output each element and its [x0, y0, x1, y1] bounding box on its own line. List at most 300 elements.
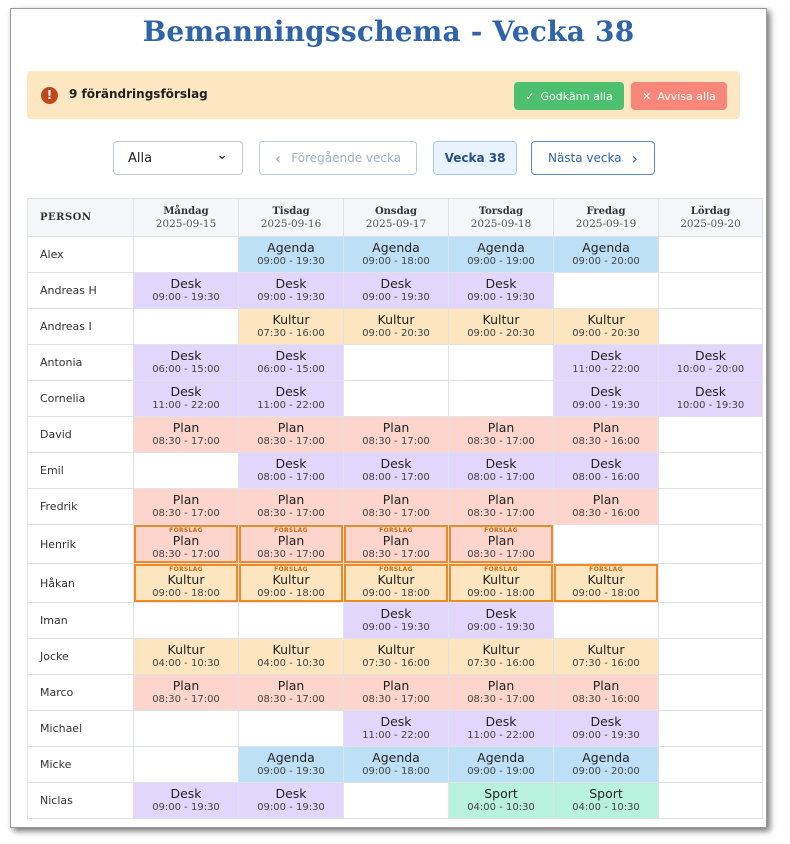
shift[interactable]: [554, 345, 658, 380]
day-name: Tisdag: [272, 205, 310, 217]
schedule-cell[interactable]: [134, 675, 239, 711]
shift-time: 09:00 - 19:30: [467, 292, 535, 303]
shift-label: Plan: [172, 420, 200, 435]
schedule-cell[interactable]: [449, 309, 554, 345]
shift[interactable]: [239, 675, 343, 710]
shift[interactable]: [134, 675, 238, 710]
shift[interactable]: [134, 417, 238, 452]
schedule-table: [27, 198, 763, 819]
empty-slot[interactable]: [134, 309, 238, 344]
schedule-cell[interactable]: [659, 489, 763, 525]
schedule-cell[interactable]: [239, 639, 344, 675]
schedule-cell[interactable]: [344, 564, 449, 603]
schedule-cell[interactable]: [554, 309, 659, 345]
table-row: [28, 381, 763, 417]
shift-time: 08:30 - 17:00: [257, 694, 325, 705]
schedule-cell[interactable]: [239, 417, 344, 453]
empty-slot[interactable]: [659, 309, 762, 344]
shift[interactable]: [554, 711, 658, 746]
shift[interactable]: [554, 417, 658, 452]
shift[interactable]: [554, 489, 658, 524]
empty-slot[interactable]: [134, 747, 238, 782]
shift-time: 08:30 - 16:00: [572, 508, 640, 519]
schedule-cell[interactable]: [344, 237, 449, 273]
schedule-cell[interactable]: [554, 603, 659, 639]
person-name: Antonia: [28, 345, 134, 381]
shift[interactable]: [449, 747, 553, 782]
warning-icon: !: [41, 87, 58, 104]
shift-label: Sport: [484, 786, 518, 801]
shift[interactable]: [344, 237, 448, 272]
schedule-cell[interactable]: [344, 783, 449, 819]
schedule-cell[interactable]: [659, 675, 763, 711]
empty-slot[interactable]: [344, 381, 448, 416]
table-header-row: [28, 199, 763, 237]
shift-time: 08:30 - 17:00: [467, 694, 535, 705]
schedule-cell[interactable]: [239, 453, 344, 489]
shift[interactable]: [239, 273, 343, 308]
schedule-cell[interactable]: [659, 453, 763, 489]
shift[interactable]: [554, 453, 658, 488]
schedule-cell[interactable]: [659, 603, 763, 639]
shift[interactable]: [344, 489, 448, 524]
shift[interactable]: [449, 453, 553, 488]
shift-label: Plan: [277, 533, 305, 548]
schedule-cell[interactable]: [239, 309, 344, 345]
shift-time: 09:00 - 18:00: [152, 588, 220, 599]
empty-slot[interactable]: [449, 345, 553, 380]
schedule-cell[interactable]: [659, 639, 763, 675]
schedule-cell[interactable]: [659, 783, 763, 819]
shift-time: 04:00 - 10:30: [572, 802, 640, 813]
shift-time: 09:00 - 18:00: [362, 256, 430, 267]
shift-label: Plan: [382, 678, 410, 693]
schedule-cell[interactable]: [239, 489, 344, 525]
schedule-cell[interactable]: [554, 675, 659, 711]
shift[interactable]: [554, 783, 658, 818]
proposed-shift[interactable]: [239, 564, 343, 602]
shift[interactable]: [449, 711, 553, 746]
schedule-cell[interactable]: [659, 711, 763, 747]
schedule-cell[interactable]: [449, 525, 554, 564]
shift-time: 09:00 - 19:30: [152, 802, 220, 813]
day-date: 2025-09-15: [155, 217, 217, 230]
approve-all-button[interactable]: [514, 82, 624, 110]
shift-label: Kultur: [377, 642, 415, 657]
filter-select[interactable]: [113, 141, 243, 175]
schedule-cell[interactable]: [449, 345, 554, 381]
shift-time: 09:00 - 19:30: [257, 802, 325, 813]
shift-label: Plan: [382, 533, 410, 548]
person-name: Iman: [28, 603, 134, 639]
day-column-header: [344, 199, 449, 237]
shift-time: 08:30 - 16:00: [572, 694, 640, 705]
table-row: [28, 345, 763, 381]
shift[interactable]: [134, 489, 238, 524]
proposed-shift[interactable]: [449, 525, 553, 563]
shift-time: 08:30 - 17:00: [152, 694, 220, 705]
shift[interactable]: [134, 381, 238, 416]
shift[interactable]: [344, 711, 448, 746]
empty-slot[interactable]: [239, 603, 343, 638]
table-row: [28, 237, 763, 273]
empty-slot[interactable]: [239, 711, 343, 746]
shift[interactable]: [449, 639, 553, 674]
schedule-cell[interactable]: [134, 711, 239, 747]
shift[interactable]: [449, 273, 553, 308]
shift[interactable]: [449, 783, 553, 818]
schedule-cell[interactable]: [449, 237, 554, 273]
shift-label: Kultur: [377, 312, 415, 327]
shift[interactable]: [239, 309, 343, 344]
schedule-cell[interactable]: [344, 525, 449, 564]
shift-label: Desk: [590, 384, 622, 399]
shift-label: Plan: [487, 678, 515, 693]
shift-time: 10:00 - 20:00: [676, 364, 745, 375]
empty-slot[interactable]: [659, 783, 762, 818]
shift[interactable]: [344, 309, 448, 344]
shift-label: Desk: [590, 456, 622, 471]
schedule-cell[interactable]: [449, 273, 554, 309]
empty-slot[interactable]: [554, 273, 658, 308]
schedule-cell[interactable]: [554, 345, 659, 381]
empty-slot[interactable]: [449, 381, 553, 416]
shift[interactable]: [344, 639, 448, 674]
schedule-cell[interactable]: [239, 711, 344, 747]
shift-label: Agenda: [372, 240, 420, 255]
shift-time: 09:00 - 20:00: [572, 766, 640, 777]
shift[interactable]: [449, 675, 553, 710]
shift[interactable]: [659, 381, 762, 416]
shift[interactable]: [344, 453, 448, 488]
schedule-cell[interactable]: [134, 525, 239, 564]
schedule-cell[interactable]: [134, 783, 239, 819]
day-column-header: [554, 199, 659, 237]
shift[interactable]: [239, 639, 343, 674]
shift-label: Agenda: [582, 750, 630, 765]
shift[interactable]: [344, 417, 448, 452]
proposal-tag: FÖRSLAG: [379, 566, 413, 573]
schedule-cell[interactable]: [239, 564, 344, 603]
schedule-cell[interactable]: [554, 453, 659, 489]
shift-time: 04:00 - 10:30: [152, 658, 220, 669]
schedule-cell[interactable]: [134, 603, 239, 639]
shift[interactable]: [134, 273, 238, 308]
schedule-cell[interactable]: [554, 747, 659, 783]
proposal-tag: FÖRSLAG: [169, 527, 203, 534]
shift[interactable]: [554, 675, 658, 710]
schedule-cell[interactable]: [554, 783, 659, 819]
schedule-cell[interactable]: [344, 639, 449, 675]
shift-time: 08:00 - 17:00: [362, 472, 430, 483]
day-name: Torsdag: [478, 205, 524, 217]
person-name: Jocke: [28, 639, 134, 675]
day-name: Måndag: [163, 205, 209, 217]
shift-label: Desk: [590, 714, 622, 729]
schedule-cell[interactable]: [134, 237, 239, 273]
table-row: [28, 453, 763, 489]
empty-slot[interactable]: [659, 603, 762, 638]
schedule-cell[interactable]: [554, 417, 659, 453]
schedule-cell[interactable]: [239, 603, 344, 639]
shift[interactable]: [449, 417, 553, 452]
schedule-cell[interactable]: [344, 309, 449, 345]
check-icon: ✓: [525, 89, 535, 103]
shift[interactable]: [554, 639, 658, 674]
schedule-cell[interactable]: [344, 381, 449, 417]
schedule-cell[interactable]: [449, 711, 554, 747]
approve-all-label: Godkänn alla: [540, 89, 613, 103]
shift[interactable]: [449, 603, 553, 638]
shift-label: Sport: [589, 786, 623, 801]
schedule-cell[interactable]: [659, 564, 763, 603]
shift-time: 08:30 - 17:00: [152, 436, 220, 447]
shift-time: 08:30 - 17:00: [257, 436, 325, 447]
empty-slot[interactable]: [344, 345, 448, 380]
shift[interactable]: [344, 675, 448, 710]
proposed-shift[interactable]: [554, 564, 658, 602]
shift[interactable]: [449, 309, 553, 344]
shift-label: Desk: [275, 384, 307, 399]
shift[interactable]: [239, 489, 343, 524]
schedule-cell[interactable]: [239, 783, 344, 819]
empty-slot[interactable]: [659, 564, 762, 602]
schedule-cell[interactable]: [449, 783, 554, 819]
shift-label: Desk: [485, 606, 517, 621]
shift[interactable]: [134, 783, 238, 818]
shift-label: Agenda: [582, 240, 630, 255]
empty-slot[interactable]: [134, 603, 238, 638]
schedule-cell[interactable]: [134, 453, 239, 489]
shift-time: 09:00 - 20:00: [572, 256, 640, 267]
schedule-cell[interactable]: [134, 273, 239, 309]
shift[interactable]: [239, 417, 343, 452]
schedule-cell[interactable]: [659, 273, 763, 309]
table-row: [28, 675, 763, 711]
schedule-cell[interactable]: [449, 381, 554, 417]
schedule-cell[interactable]: [449, 489, 554, 525]
shift[interactable]: [134, 345, 238, 380]
shift[interactable]: [554, 309, 658, 344]
schedule-cell[interactable]: [659, 309, 763, 345]
empty-slot[interactable]: [659, 525, 762, 563]
schedule-cell[interactable]: [134, 381, 239, 417]
shift-label: Desk: [380, 606, 412, 621]
shift[interactable]: [134, 639, 238, 674]
shift-time: 09:00 - 20:30: [467, 328, 535, 339]
shift[interactable]: [239, 453, 343, 488]
shift-time: 11:00 - 22:00: [152, 400, 220, 411]
shift-time: 07:30 - 16:00: [572, 658, 640, 669]
schedule-cell[interactable]: [554, 639, 659, 675]
schedule-cell[interactable]: [344, 489, 449, 525]
shift-label: Plan: [487, 533, 515, 548]
shift-time: 07:30 - 16:00: [467, 658, 535, 669]
person-column-header: PERSON: [28, 199, 134, 237]
shift-time: 09:00 - 19:30: [467, 622, 535, 633]
schedule-cell[interactable]: [239, 525, 344, 564]
proposed-shift[interactable]: [449, 564, 553, 602]
shift[interactable]: [449, 237, 553, 272]
empty-slot[interactable]: [659, 711, 762, 746]
schedule-cell[interactable]: [449, 453, 554, 489]
schedule-cell[interactable]: [554, 564, 659, 603]
schedule-cell[interactable]: [239, 747, 344, 783]
schedule-cell[interactable]: [134, 489, 239, 525]
schedule-cell[interactable]: [134, 309, 239, 345]
reject-all-button[interactable]: [631, 82, 727, 110]
shift-label: Plan: [382, 492, 410, 507]
shift-time: 08:30 - 17:00: [362, 436, 430, 447]
day-column-header: [239, 199, 344, 237]
schedule-cell[interactable]: [554, 273, 659, 309]
shift-time: 09:00 - 19:30: [257, 292, 325, 303]
shift[interactable]: [239, 381, 343, 416]
schedule-cell[interactable]: [134, 747, 239, 783]
empty-slot[interactable]: [659, 237, 762, 272]
schedule-cell[interactable]: [239, 675, 344, 711]
day-column-header: [134, 199, 239, 237]
empty-slot[interactable]: [134, 711, 238, 746]
shift[interactable]: [239, 345, 343, 380]
current-week-badge: Vecka 38: [433, 141, 517, 175]
schedule-cell[interactable]: [239, 237, 344, 273]
shift[interactable]: [449, 489, 553, 524]
shift-time: 10:00 - 19:30: [676, 400, 745, 411]
shift[interactable]: [239, 747, 343, 782]
shift-time: 08:00 - 17:00: [467, 472, 535, 483]
shift-time: 08:30 - 17:00: [152, 549, 220, 560]
schedule-cell[interactable]: [239, 345, 344, 381]
shift-label: Desk: [275, 348, 307, 363]
day-column-header: [449, 199, 554, 237]
shift-label: Agenda: [477, 240, 525, 255]
empty-slot[interactable]: [134, 237, 238, 272]
shift-time: 11:00 - 22:00: [572, 364, 640, 375]
shift[interactable]: [344, 747, 448, 782]
shift-time: 11:00 - 22:00: [257, 400, 325, 411]
previous-week-label: Föregående vecka: [291, 151, 402, 165]
schedule-cell[interactable]: [344, 675, 449, 711]
proposed-shift[interactable]: [134, 564, 238, 602]
proposed-shift[interactable]: [239, 525, 343, 563]
schedule-cell[interactable]: [239, 381, 344, 417]
shift-time: 08:30 - 17:00: [362, 508, 430, 519]
schedule-cell[interactable]: [344, 603, 449, 639]
schedule-cell[interactable]: [344, 273, 449, 309]
schedule-cell[interactable]: [134, 345, 239, 381]
schedule-cell[interactable]: [554, 489, 659, 525]
empty-slot[interactable]: [659, 453, 762, 488]
shift-time: 09:00 - 20:30: [572, 328, 640, 339]
schedule-cell[interactable]: [344, 345, 449, 381]
proposed-shift[interactable]: [344, 525, 448, 563]
schedule-cell[interactable]: [344, 417, 449, 453]
empty-slot[interactable]: [134, 453, 238, 488]
shift[interactable]: [554, 381, 658, 416]
app-window: [10, 8, 767, 828]
shift-label: Kultur: [272, 572, 310, 587]
schedule-cell[interactable]: [449, 747, 554, 783]
shift[interactable]: [239, 237, 343, 272]
empty-slot[interactable]: [344, 783, 448, 818]
schedule-cell[interactable]: [449, 417, 554, 453]
empty-slot[interactable]: [554, 603, 658, 638]
shift[interactable]: [239, 783, 343, 818]
shift[interactable]: [344, 603, 448, 638]
schedule-cell[interactable]: [239, 273, 344, 309]
schedule-cell[interactable]: [134, 564, 239, 603]
day-date: 2025-09-19: [575, 217, 637, 230]
empty-slot[interactable]: [659, 489, 762, 524]
schedule-cell[interactable]: [659, 345, 763, 381]
shift-label: Kultur: [272, 642, 310, 657]
schedule-cell[interactable]: [554, 381, 659, 417]
schedule-cell[interactable]: [554, 237, 659, 273]
schedule-cell[interactable]: [659, 747, 763, 783]
empty-slot[interactable]: [659, 747, 762, 782]
schedule-cell[interactable]: [449, 603, 554, 639]
shift[interactable]: [554, 747, 658, 782]
proposed-shift[interactable]: [344, 564, 448, 602]
shift-label: Plan: [172, 533, 200, 548]
day-date: 2025-09-20: [680, 217, 741, 230]
person-name: Niclas: [28, 783, 134, 819]
proposed-shift[interactable]: [134, 525, 238, 563]
schedule-cell[interactable]: [134, 417, 239, 453]
schedule-cell[interactable]: [554, 525, 659, 564]
shift[interactable]: [659, 345, 762, 380]
shift-time: 09:00 - 19:00: [467, 256, 535, 267]
empty-slot[interactable]: [659, 273, 762, 308]
shift-label: Kultur: [482, 572, 520, 587]
schedule-cell[interactable]: [344, 747, 449, 783]
shift-time: 08:00 - 16:00: [572, 472, 640, 483]
schedule-cell[interactable]: [344, 711, 449, 747]
chevron-left-icon: ‹: [274, 148, 282, 168]
schedule-cell[interactable]: [449, 675, 554, 711]
empty-slot[interactable]: [659, 417, 762, 452]
shift-time: 08:30 - 17:00: [152, 508, 220, 519]
shift[interactable]: [344, 273, 448, 308]
shift[interactable]: [554, 237, 658, 272]
next-week-button[interactable]: [531, 141, 655, 175]
schedule-cell[interactable]: [659, 237, 763, 273]
schedule-cell[interactable]: [134, 639, 239, 675]
shift-time: 09:00 - 19:30: [572, 730, 640, 741]
empty-slot[interactable]: [659, 639, 762, 674]
page-title: Bemanningsschema - Vecka 38: [142, 15, 635, 48]
shift-label: Desk: [380, 714, 412, 729]
day-date: 2025-09-16: [260, 217, 322, 230]
schedule-cell[interactable]: [659, 381, 763, 417]
schedule-cell[interactable]: [449, 639, 554, 675]
shift-label: Kultur: [482, 642, 520, 657]
schedule-cell[interactable]: [554, 711, 659, 747]
proposal-tag: FÖRSLAG: [379, 527, 413, 534]
shift-label: Desk: [485, 456, 517, 471]
shift-label: Plan: [277, 420, 305, 435]
schedule-cell[interactable]: [659, 417, 763, 453]
schedule-cell[interactable]: [449, 564, 554, 603]
shift-time: 09:00 - 19:30: [257, 256, 325, 267]
shift-time: 08:30 - 17:00: [467, 508, 535, 519]
previous-week-button[interactable]: [259, 141, 417, 175]
schedule-cell[interactable]: [344, 453, 449, 489]
schedule-cell[interactable]: [659, 525, 763, 564]
empty-slot[interactable]: [659, 675, 762, 710]
empty-slot[interactable]: [554, 525, 658, 563]
